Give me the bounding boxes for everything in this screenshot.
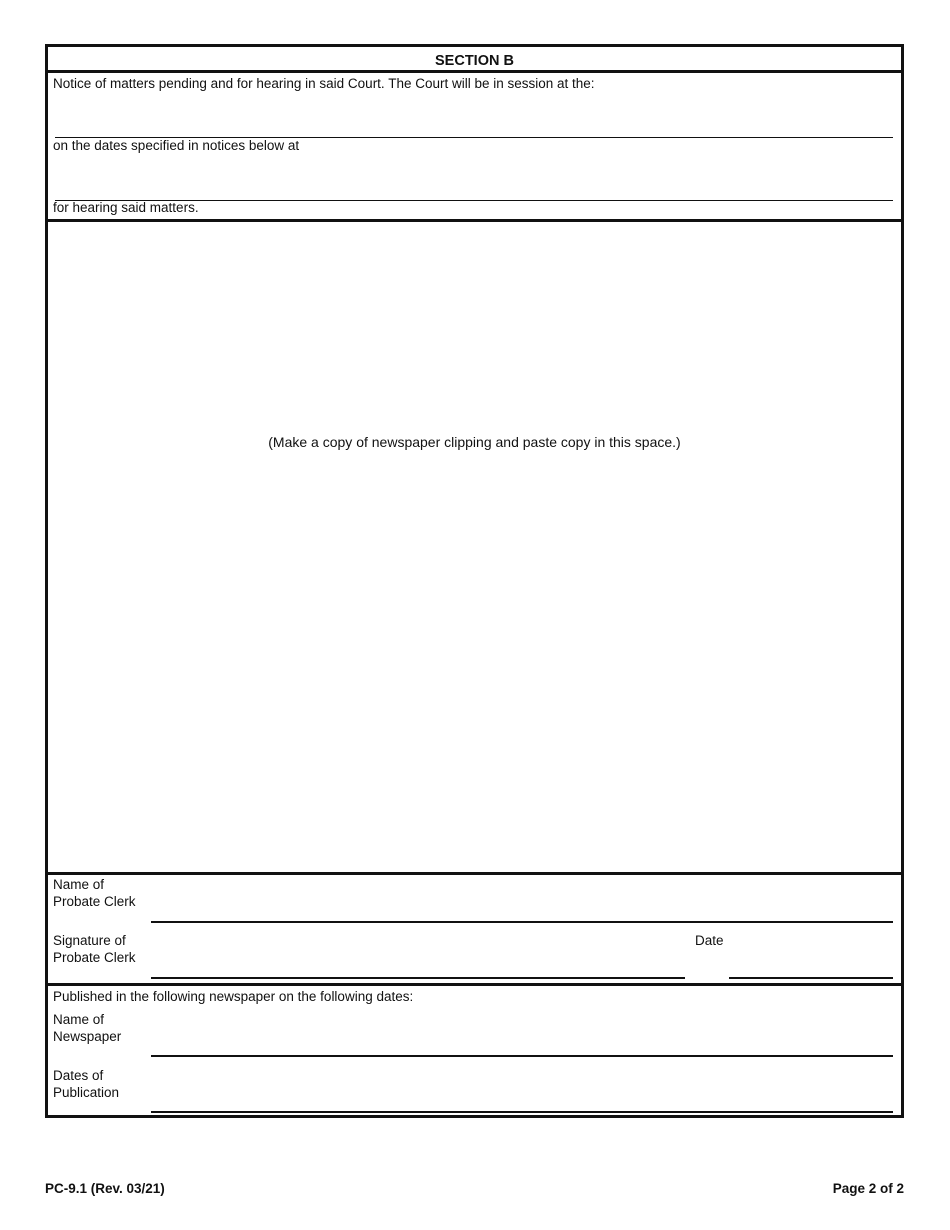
date-label: Date [695, 933, 724, 948]
divider-clerk [48, 983, 901, 986]
notice-text-3: for hearing said matters. [53, 200, 199, 215]
divider-clipping [48, 872, 901, 875]
publication-dates-field[interactable] [151, 1111, 893, 1113]
clipping-instruction: (Make a copy of newspaper clipping and paste copy in this space.) [268, 434, 681, 450]
clerk-signature-field[interactable] [151, 977, 685, 979]
notice-text-2: on the dates specified in notices below at [53, 138, 300, 153]
dates-label-1: Dates of [53, 1068, 104, 1083]
page-number: Page 2 of 2 [832, 1181, 904, 1196]
clerk-name-label-2: Probate Clerk [53, 894, 136, 909]
form-id: PC-9.1 (Rev. 03/21) [45, 1181, 165, 1196]
clipping-paste-area [48, 222, 901, 872]
newspaper-label-2: Newspaper [53, 1029, 122, 1044]
dates-label-2: Publication [53, 1085, 120, 1100]
section-title: SECTION B [435, 53, 514, 69]
publication-intro: Published in the following newspaper on the following dates: [53, 989, 414, 1004]
clerk-name-field[interactable] [151, 921, 893, 923]
date-field[interactable] [729, 977, 893, 979]
section-b-form [45, 44, 904, 1118]
divider-header [48, 70, 901, 73]
clerk-signature-label-2: Probate Clerk [53, 950, 136, 965]
clerk-name-label-1: Name of [53, 877, 105, 892]
newspaper-label-1: Name of [53, 1012, 105, 1027]
newspaper-name-field[interactable] [151, 1055, 893, 1057]
notice-text-1: Notice of matters pending and for hearing in said Court. The Court will be in session at the: [53, 76, 595, 91]
clerk-signature-label-1: Signature of [53, 933, 126, 948]
